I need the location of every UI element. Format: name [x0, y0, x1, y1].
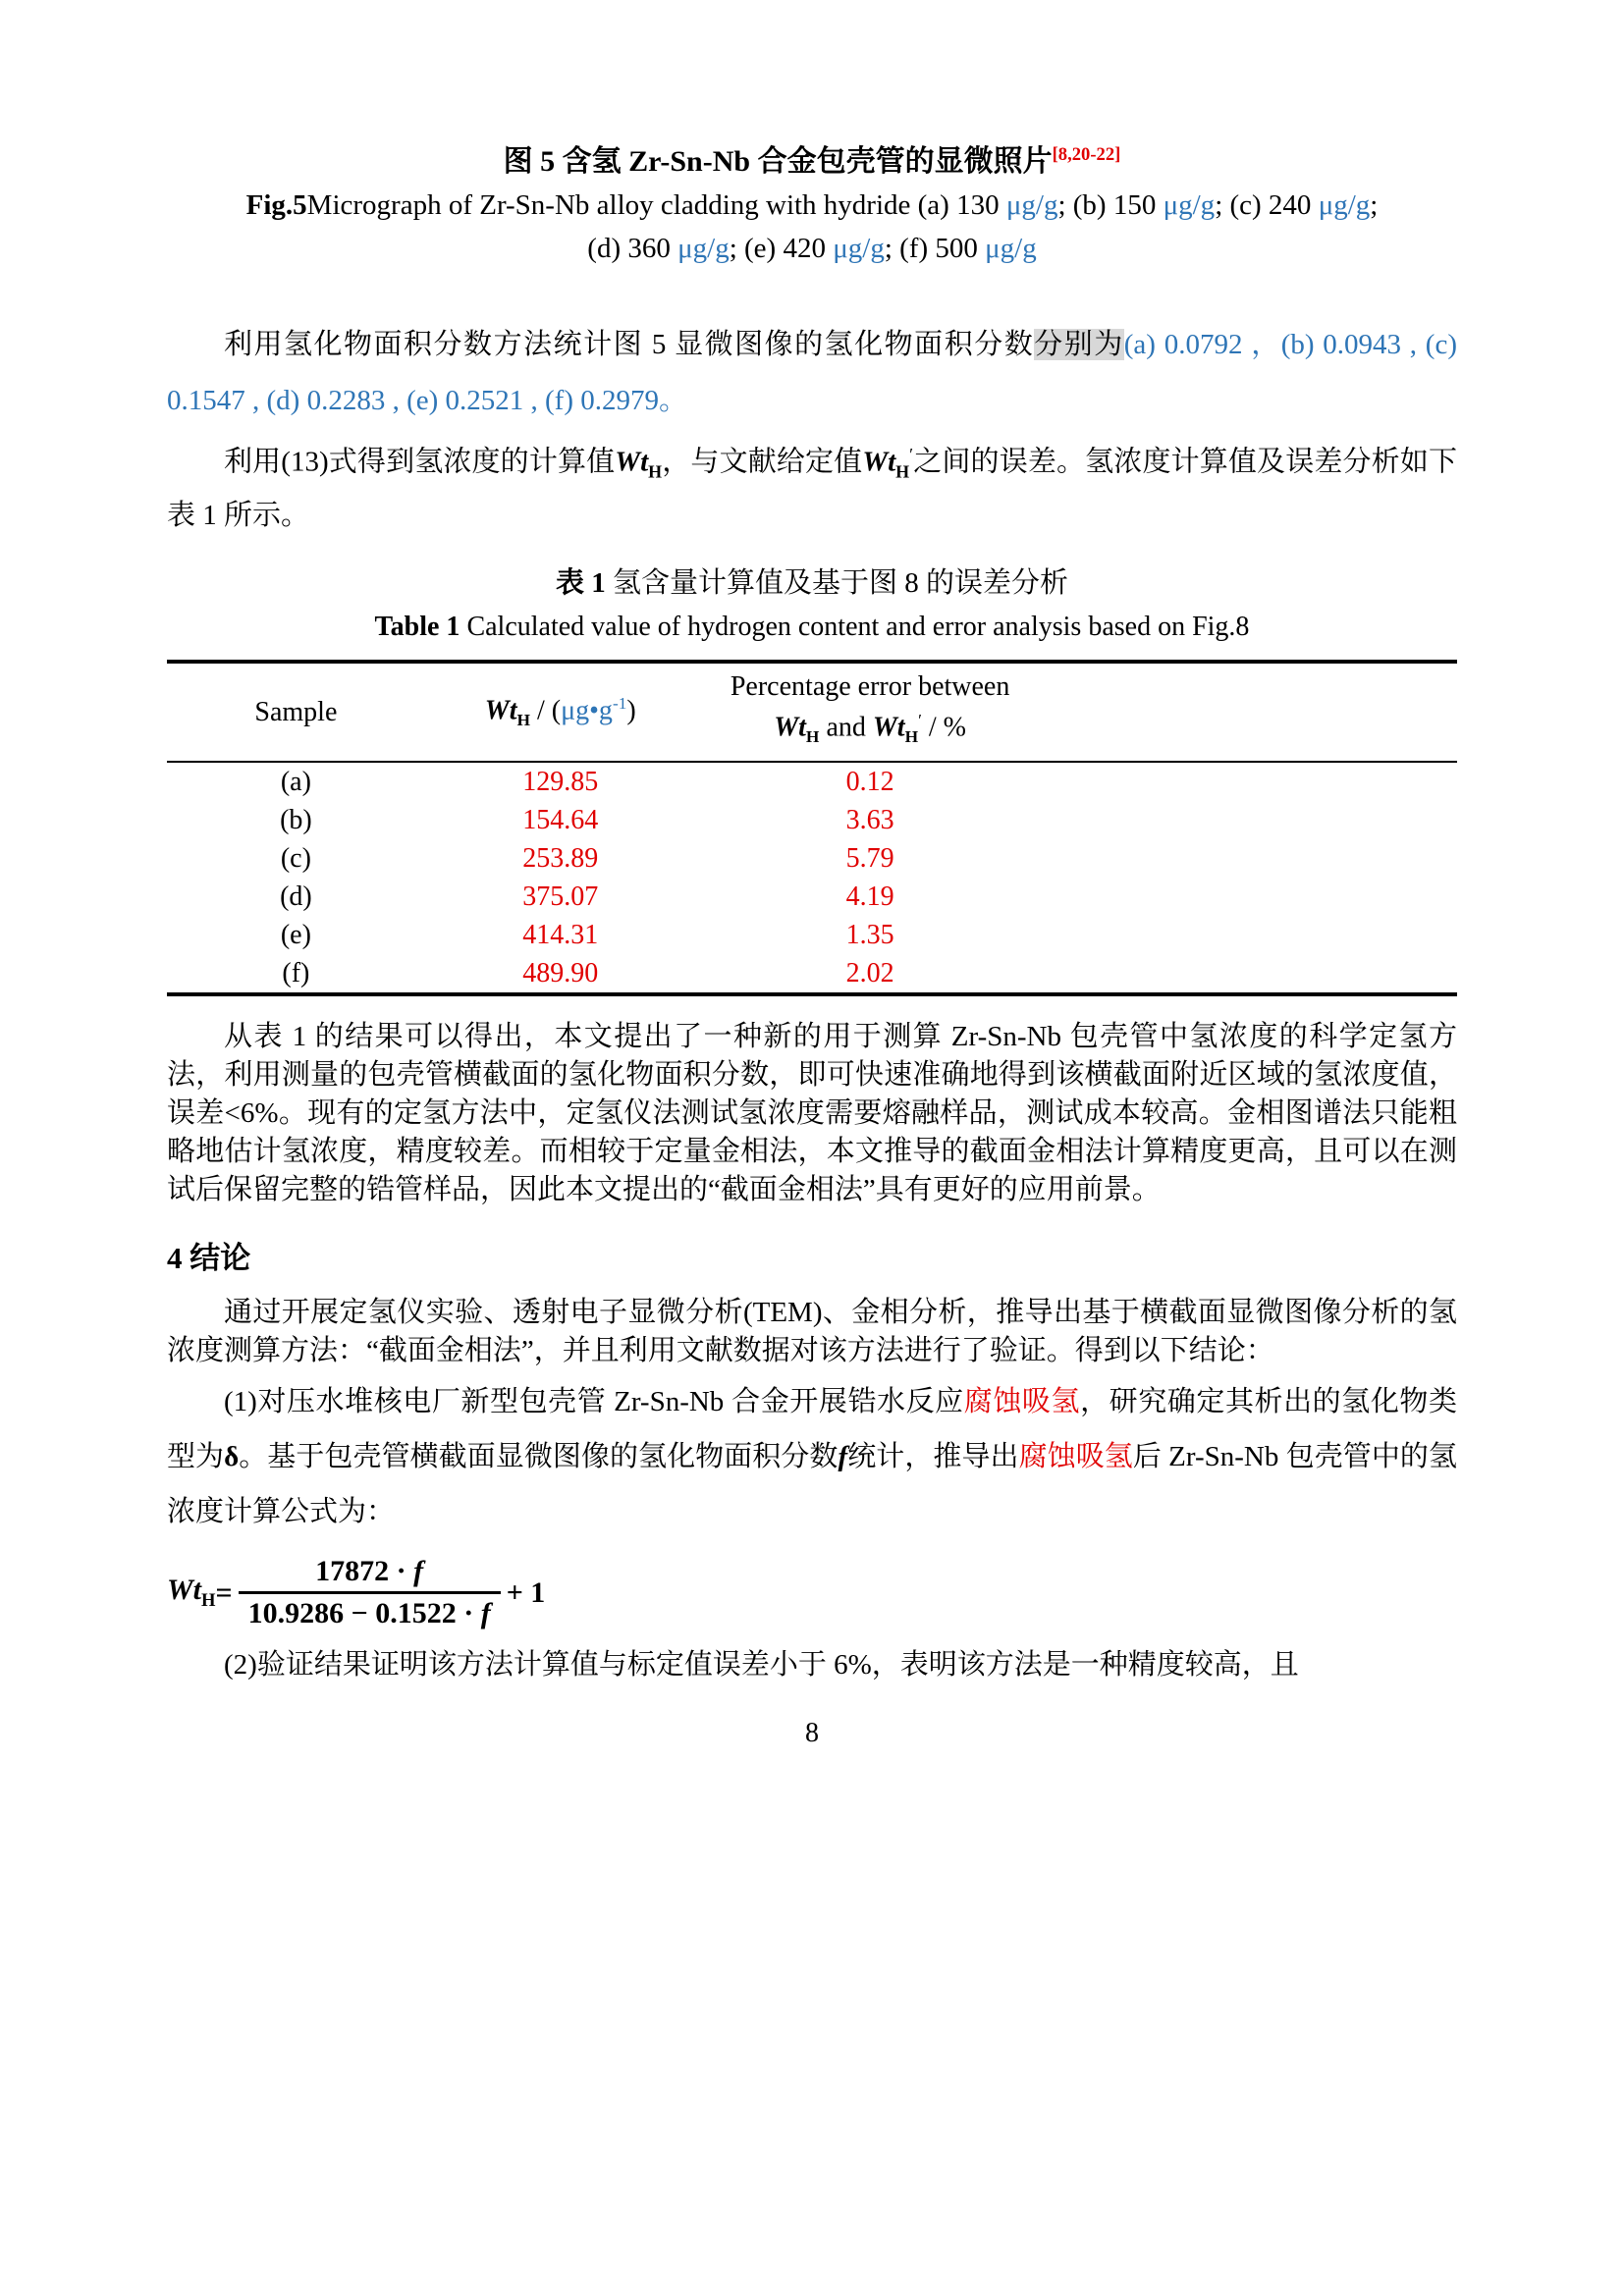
hydrogen-content-table [167, 660, 1457, 996]
formula-fraction [239, 1555, 501, 1630]
table-row [167, 916, 1457, 954]
table-header-error-line2 [696, 704, 1045, 754]
table-cell-wt: 129.85 [522, 767, 599, 798]
page-number: 8 [805, 1718, 819, 1749]
text-segment: μg/g [1163, 189, 1216, 221]
paragraph-conclusion-intro [167, 1294, 1457, 1370]
paragraph-conclusion-2 [167, 1646, 1457, 1684]
text-segment: ) [626, 695, 636, 726]
text-segment: μg/g [677, 233, 730, 264]
text-segment: 之间的误差。氢浓度计算值及误差分析如下表 1 所示。 [167, 446, 1457, 532]
text-segment: μg/g [833, 233, 885, 264]
text-segment: 含氢 Zr-Sn-Nb 合金包壳管的显微照片 [555, 145, 1053, 178]
text-segment: ′ [909, 445, 914, 464]
text-segment: Table 1 [374, 612, 460, 643]
table-header-row [167, 662, 1457, 762]
table-cell-sample: (e) [280, 920, 311, 951]
table-header-empty [1045, 662, 1458, 762]
text-segment: H [805, 727, 820, 747]
table-cell-wt: 154.64 [522, 805, 599, 836]
text-segment: μg/g [1005, 189, 1058, 221]
paragraph-area-fractions [167, 317, 1457, 429]
text-segment: H [895, 461, 910, 482]
text-segment: μg•g [561, 695, 613, 726]
table-cell-sample: (f) [282, 958, 310, 989]
table-header-error [696, 662, 1045, 762]
formula-hydrogen-concentration [167, 1555, 1457, 1630]
text-segment: 分别为 [1034, 329, 1124, 360]
formula-numerator [239, 1555, 501, 1594]
formula-lhs [167, 1574, 215, 1612]
text-segment: 统计，推导出 [847, 1441, 1019, 1473]
table-cell-wt: 414.31 [522, 920, 599, 951]
text-segment: 腐蚀吸氢 [963, 1386, 1081, 1418]
table-header-error-line1: Percentage error between [730, 671, 1010, 703]
text-segment: 从表 1 的结果可以得出，本文提出了一种新的用于测算 Zr-Sn-Nb 包壳管中氢浓度的科学定氢方法，利用测量的包壳管横截面的氢化物面积分数，即可快速准确地得到该横截面附近区域的氢浓度值，误差<6%。现有的定氢方法中，定氢仪法测试氢浓度需要熔融样品，测试成本较高。金相图谱法只能粗略地估计氢浓度，精度较差。而相较于定量金相法，本文推导的截面金相法计算精度更高，且可以在测试后保留完整的锆管样品，因此本文提出的“截面金相法”具有更好的应用前景。 [167, 1021, 1457, 1206]
table-cell-empty [1045, 801, 1458, 839]
text-segment: f [838, 1441, 848, 1473]
table-cell-sample: (c) [280, 843, 311, 875]
section-heading-conclusion: 4 结论 [167, 1241, 251, 1276]
text-segment: H [904, 727, 919, 747]
figure-caption-en-line2 [167, 227, 1457, 270]
text-segment: 表 1 [555, 567, 606, 600]
text-segment: ; (c) 240 [1215, 189, 1319, 221]
text-segment: ; (f) 500 [884, 233, 986, 264]
table-cell-error: 4.19 [845, 881, 894, 913]
table-title-en [167, 609, 1457, 646]
formula-tail: + 1 [506, 1575, 546, 1609]
table-cell-sample: (b) [280, 805, 312, 836]
text-segment: / % [921, 712, 966, 743]
text-segment: Wt [774, 712, 806, 743]
text-segment: μg/g [1318, 189, 1371, 221]
text-segment: / ( [530, 695, 562, 726]
text-segment: Micrograph of Zr-Sn-Nb alloy cladding with hydride (a) 130 [306, 189, 1006, 221]
text-segment: H [648, 461, 663, 482]
table-cell-empty [1045, 954, 1458, 994]
text-segment: ; (b) 150 [1057, 189, 1164, 221]
table-header-sample: Sample [254, 696, 338, 727]
text-segment: 利用(13)式得到氢浓度的计算值 [224, 446, 616, 478]
table-row [167, 954, 1457, 994]
table-cell-empty [1045, 762, 1458, 801]
formula-lhs-var: Wt [167, 1574, 202, 1607]
text-segment: [8,20-22] [1052, 144, 1121, 165]
table-cell-wt: 375.07 [522, 881, 599, 913]
table-row [167, 801, 1457, 839]
text-segment: 后 Zr-Sn-Nb 包壳管中的氢浓度计算公式为： [167, 1441, 1457, 1528]
paragraph-discussion [167, 1018, 1457, 1209]
table-title-zh [167, 563, 1457, 603]
text-segment: 17872 · [315, 1555, 414, 1588]
formula-equals: = [215, 1575, 233, 1609]
table-cell-error: 0.12 [845, 767, 894, 798]
table-cell-empty [1045, 839, 1458, 878]
text-segment: ，与文献给定值 [662, 446, 863, 478]
text-segment: and [819, 712, 873, 743]
table-cell-error: 3.63 [845, 805, 894, 836]
text-segment: ′ [918, 711, 922, 730]
text-segment: 。基于包壳管横截面显微图像的氢化物面积分数 [239, 1441, 839, 1473]
text-segment: Wt [872, 712, 905, 743]
text-segment: (1)对压水堆核电厂新型包壳管 Zr-Sn-Nb 合金开展锆水反应 [224, 1386, 964, 1418]
paragraph-conclusion-1 [167, 1374, 1457, 1539]
text-segment: ; [1370, 189, 1379, 221]
figure-caption-zh [167, 133, 1457, 184]
text-segment: δ [224, 1441, 240, 1473]
text-segment: 腐蚀吸氢 [1018, 1441, 1133, 1473]
formula-lhs-sub: H [201, 1590, 216, 1612]
text-segment: f [480, 1597, 491, 1630]
table-cell-sample: (a) [280, 767, 311, 798]
text-segment: -1 [612, 694, 627, 714]
table-header-wt [425, 662, 696, 762]
text-segment: (a) 0.0792 ，(b) 0.0943 , (c) 0.1547 , (d) 0.2283 , (e) 0.2521 , (f) 0.2979。 [167, 329, 1457, 416]
table-cell-empty [1045, 916, 1458, 954]
figure-caption-en-line1 [167, 184, 1457, 227]
text-segment: 氢含量计算值及基于图 8 的误差分析 [605, 567, 1069, 600]
text-segment: Calculated value of hydrogen content and error analysis based on Fig.8 [460, 612, 1250, 643]
text-segment: Wt [862, 446, 896, 478]
table-row [167, 762, 1457, 801]
text-segment: 利用氢化物面积分数方法统计图 5 显微图像的氢化物面积分数 [224, 329, 1035, 360]
text-segment: 图 5 [503, 145, 556, 178]
table-cell-sample: (d) [280, 881, 312, 913]
paragraph-error-intro [167, 433, 1457, 538]
table-cell-wt: 489.90 [522, 958, 599, 989]
table-cell-error: 5.79 [845, 843, 894, 875]
text-segment: ，研究确定其析出的氢化物类型为 [167, 1386, 1457, 1473]
text-segment: (2)验证结果证明该方法计算值与标定值误差小于 6%，表明该方法是一种精度较高，且 [224, 1649, 1299, 1682]
text-segment: ; (e) 420 [729, 233, 834, 264]
text-segment: 通过开展定氢仪实验、透射电子显微分析(TEM)、金相分析，推导出基于横截面显微图像分析的氢浓度测算方法：“截面金相法”，并且利用文献数据对该方法进行了验证。得到以下结论： [167, 1297, 1457, 1367]
text-segment: Wt [615, 446, 649, 478]
table-cell-empty [1045, 878, 1458, 916]
text-segment: μg/g [985, 233, 1037, 264]
text-segment: f [413, 1555, 424, 1588]
text-segment: H [516, 711, 530, 730]
text-segment: Fig.5 [245, 189, 307, 221]
text-segment: (d) 360 [587, 233, 678, 264]
table-row [167, 839, 1457, 878]
text-segment: 10.9286 − 0.1522 · [247, 1597, 481, 1630]
table-row [167, 878, 1457, 916]
table-cell-error: 1.35 [845, 920, 894, 951]
table-cell-wt: 253.89 [522, 843, 599, 875]
table-cell-error: 2.02 [845, 958, 894, 989]
text-segment: Wt [484, 695, 517, 726]
formula-denominator [239, 1594, 501, 1630]
